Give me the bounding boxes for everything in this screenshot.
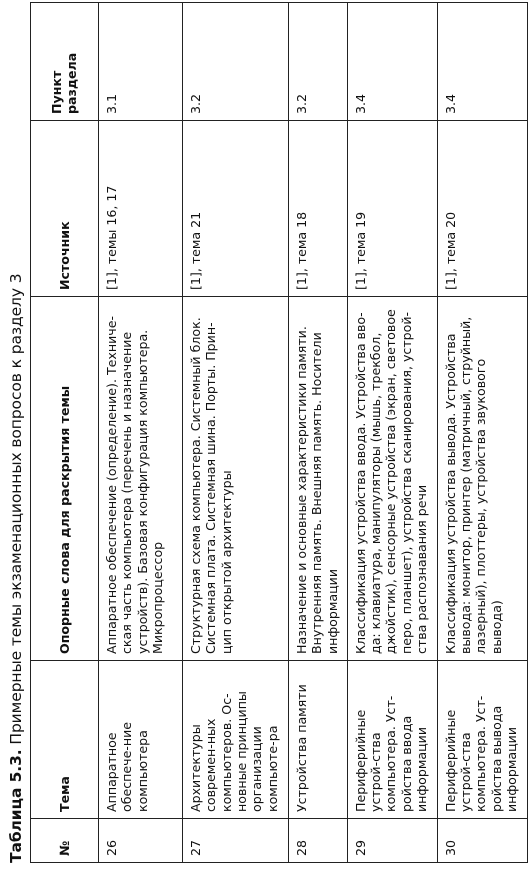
row-num: 30 <box>437 819 527 863</box>
row-num: 27 <box>183 819 289 863</box>
row-section: 3.4 <box>347 3 437 121</box>
row-num: 28 <box>288 819 347 863</box>
row-topic: Периферийные устрой-ства компьютера. Уст-ройства вывода информации <box>437 661 527 819</box>
row-section: 3.2 <box>183 3 289 121</box>
header-row <box>31 3 99 863</box>
row-topic: Архитектуры современ-ных компьютеров. Ос-новные принципы организации компьюте-ра <box>183 661 289 819</box>
header-num: № <box>31 819 99 863</box>
row-keywords: Классификация устройства вывода. Устройства вывода: монитор, принтер (матричный, струйный, лазерный), плоттеры, устройства звукового вывода) <box>437 297 527 661</box>
topics-table <box>30 2 528 863</box>
row-source: [1], тема 18 <box>288 121 347 297</box>
row-keywords: Классификация устройства ввода. Устройства вво-да: клавиатура, манипуляторы (мышь, трекбол, джойстик), сенсорные устройства (экран, световое перо, планшет), устройства сканирования, устрой-ства распознавания речи <box>347 297 437 661</box>
header-section: Пункт раздела <box>31 3 99 121</box>
row-topic: Устройства памяти <box>288 661 347 819</box>
row-section: 3.4 <box>437 3 527 121</box>
row-keywords: Аппаратное обеспечение (определение). Техниче-ская часть компьютера (перечень и назначение устройств). Базовая конфигурация компьютера. Микропроцессор <box>98 297 182 661</box>
table-row <box>347 3 437 863</box>
row-source: [1], тема 20 <box>437 121 527 297</box>
row-source: [1], темы 16, 17 <box>98 121 182 297</box>
table-caption <box>3 274 29 864</box>
header-source: Источник <box>31 121 99 297</box>
row-num: 29 <box>347 819 437 863</box>
table-row <box>437 3 527 863</box>
header-keywords: Опорные слова для раскрытия темы <box>31 297 99 661</box>
row-source: [1], тема 21 <box>183 121 289 297</box>
row-num: 26 <box>98 819 182 863</box>
table-row <box>98 3 182 863</box>
header-topic: Тема <box>31 661 99 819</box>
row-topic: Периферийные устрой-ства компьютера. Уст-ройства ввода информации <box>347 661 437 819</box>
row-source: [1], тема 19 <box>347 121 437 297</box>
table-row <box>288 3 347 863</box>
caption-text: Примерные темы экзаменационных вопросов к разделу 3 <box>7 273 25 745</box>
caption-label: Таблица 5.3. <box>7 749 25 863</box>
row-keywords: Структурная схема компьютера. Системный блок. Системная плата. Системная шина. Порты. Прин-цип открытой архитектуры <box>183 297 289 661</box>
row-keywords: Назначение и основные характеристики памяти. Внутренняя память. Внешняя память. Носители информации <box>288 297 347 661</box>
table-row <box>183 3 289 863</box>
row-section: 3.2 <box>288 3 347 121</box>
row-topic: Аппаратное обеспече-ние компьютера <box>98 661 182 819</box>
row-section: 3.1 <box>98 3 182 121</box>
